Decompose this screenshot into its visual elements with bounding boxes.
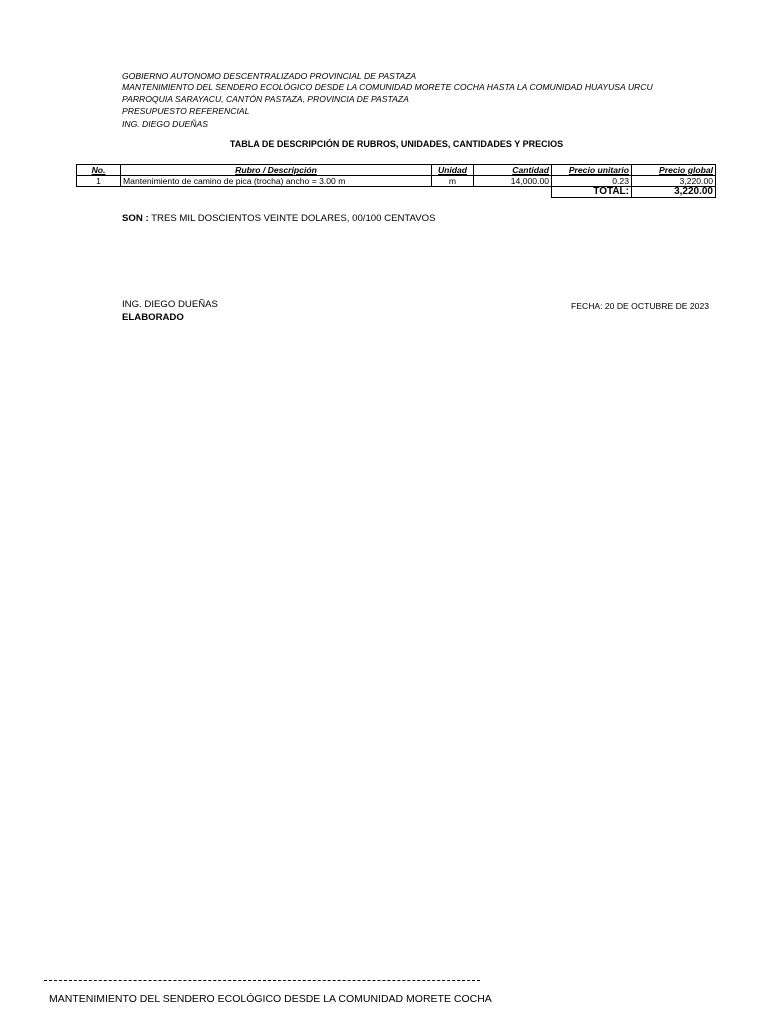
total-row <box>77 187 716 198</box>
total-label: TOTAL: <box>552 187 632 198</box>
cell-description: Mantenimiento de camino de pica (trocha) ancho = 3.00 m <box>121 176 432 187</box>
items-table <box>76 164 716 198</box>
column-header: No. <box>77 165 121 176</box>
cell-global-price: 3,220.00 <box>632 176 716 187</box>
son-text: TRES MIL DOSCIENTOS VEINTE DOLARES, 00/100 CENTAVOS <box>151 213 436 224</box>
table-header-row <box>77 165 716 176</box>
table-title: TABLA DE DESCRIPCIÓN DE RUBROS, UNIDADES, CANTIDADES Y PRECIOS <box>229 139 564 149</box>
son-label: SON : <box>122 213 149 224</box>
signature-name: ING. DIEGO DUEÑAS <box>122 299 218 310</box>
header-value: PARROQUIA SARAYACU, CANTÓN PASTAZA, PROVINCIA DE PASTAZA <box>122 94 409 104</box>
footer-divider <box>44 980 480 981</box>
table-row <box>77 176 716 187</box>
column-header: Precio unitario <box>552 165 632 176</box>
header-value: MANTENIMIENTO DEL SENDERO ECOLÓGICO DESDE LA COMUNIDAD MORETE COCHA HASTA LA COMUNIDAD HUAYUSA URCU <box>122 82 653 92</box>
signature-role: ELABORADO <box>122 312 184 323</box>
cell-unit: m <box>432 176 474 187</box>
column-header: Unidad <box>432 165 474 176</box>
column-header: Precio global <box>632 165 716 176</box>
column-header: Cantidad <box>474 165 552 176</box>
header-value: ING. DIEGO DUEÑAS <box>122 119 208 129</box>
footer-text: MANTENIMIENTO DEL SENDERO ECOLÓGICO DESDE LA COMUNIDAD MORETE COCHA <box>49 993 492 1005</box>
column-header: Rubro / Descripción <box>121 165 432 176</box>
document-date: FECHA: 20 DE OCTUBRE DE 2023 <box>571 301 710 311</box>
total-value: 3,220.00 <box>632 187 716 198</box>
amount-in-words <box>122 213 436 224</box>
cell-quantity: 14,000.00 <box>474 176 552 187</box>
cell-no: 1 <box>77 176 121 187</box>
cell-unit-price: 0.23 <box>552 176 632 187</box>
header-value: PRESUPUESTO REFERENCIAL <box>122 106 250 116</box>
header-value: GOBIERNO AUTONOMO DESCENTRALIZADO PROVINCIAL DE PASTAZA <box>122 71 417 81</box>
